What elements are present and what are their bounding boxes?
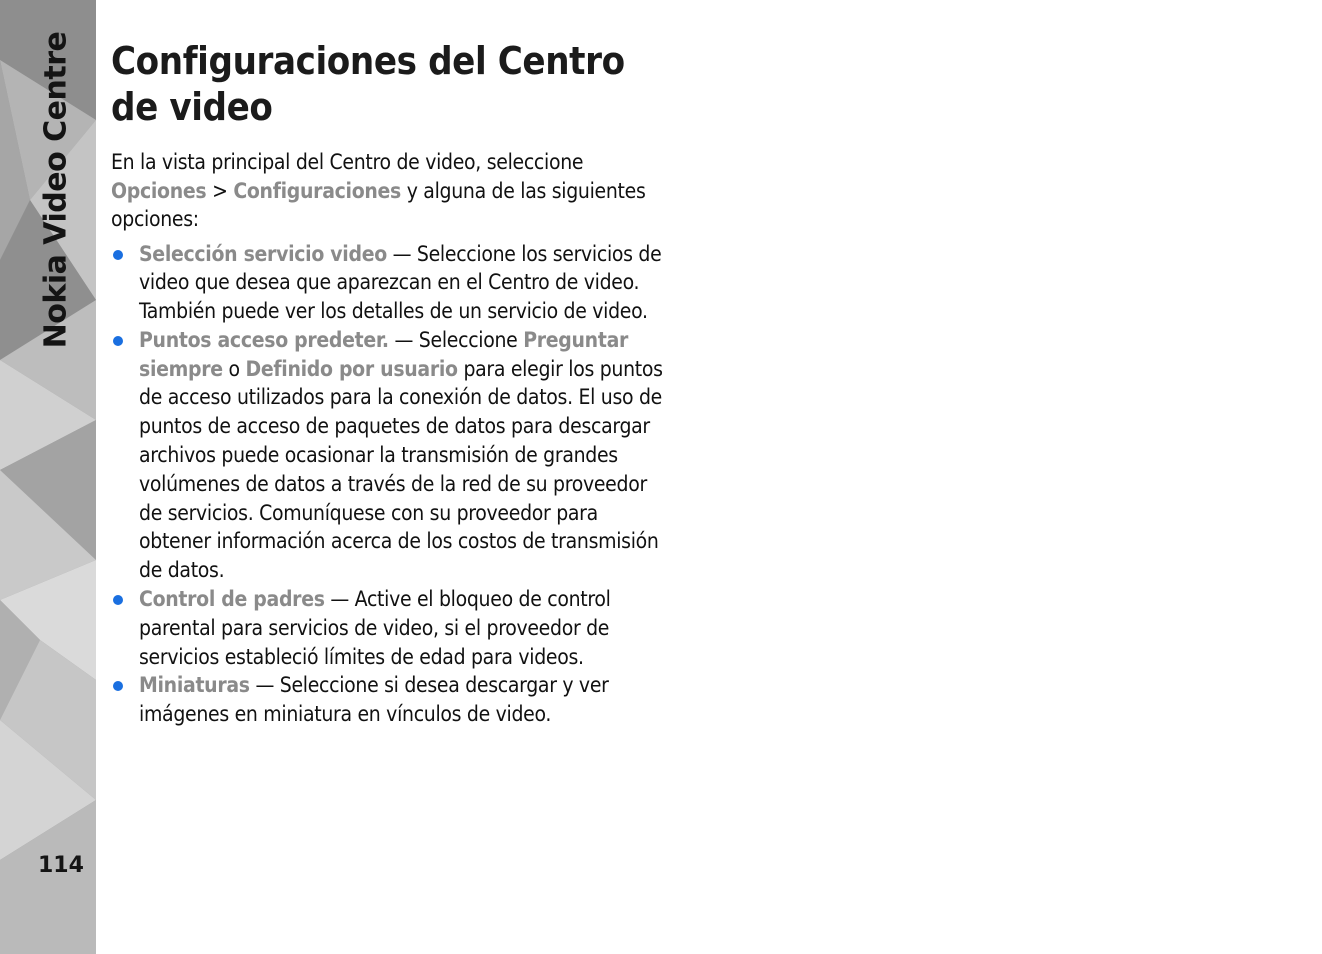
option-name: Control de padres <box>139 587 325 612</box>
option-name: Miniaturas <box>139 673 250 698</box>
options-list <box>111 240 673 730</box>
page-number: 114 <box>38 853 84 878</box>
option-conjunction: o <box>228 356 240 381</box>
list-item <box>111 671 673 729</box>
main-content <box>111 38 673 729</box>
list-item <box>111 326 673 585</box>
decorative-side-band <box>0 0 96 954</box>
menu-option-opciones: Opciones <box>111 178 207 203</box>
list-item <box>111 585 673 671</box>
menu-option-configuraciones: Configuraciones <box>233 178 402 203</box>
option-name: Puntos acceso predeter. <box>139 327 389 352</box>
list-item <box>111 240 673 326</box>
option-description-before: — Seleccione <box>394 327 518 352</box>
menu-separator: > <box>212 178 228 203</box>
section-title: Nokia Video Centre <box>38 31 74 349</box>
bullet-icon <box>113 336 123 346</box>
option-choice-definido: Definido por usuario <box>245 356 458 381</box>
bullet-icon <box>113 681 123 691</box>
intro-text-after: y alguna de las siguientes opciones: <box>111 178 646 231</box>
option-choice-preguntar: Preguntar siempre <box>139 327 629 381</box>
option-description: — Seleccione si desea descargar y ver imágenes en miniatura en vínculos de video. <box>139 673 609 727</box>
bullet-icon <box>113 595 123 605</box>
intro-text-before: En la vista principal del Centro de video, seleccione <box>111 150 584 174</box>
bullet-icon <box>113 250 123 260</box>
page-title: Configuraciones del Centro de video <box>111 39 625 129</box>
option-name: Selección servicio video <box>139 241 387 266</box>
intro-paragraph <box>111 148 673 234</box>
option-description: — Seleccione los servicios de video que desea que aparezcan en el Centro de video. También puede ver los detalles de un servicio de video. <box>139 241 662 324</box>
option-description-after: para elegir los puntos de acceso utilizados para la conexión de datos. El uso de puntos de acceso de paquetes de datos para descargar archivos puede ocasionar la transmisión de grandes volúmenes de datos a través de la red de su proveedor de servicios. Comuníquese con su proveedor para obtener información acerca de los costos de transmisión de datos. <box>139 356 663 583</box>
option-description: — Active el bloqueo de control parental para servicios de video, si el proveedor de servicios estableció límites de edad para videos. <box>139 587 611 669</box>
